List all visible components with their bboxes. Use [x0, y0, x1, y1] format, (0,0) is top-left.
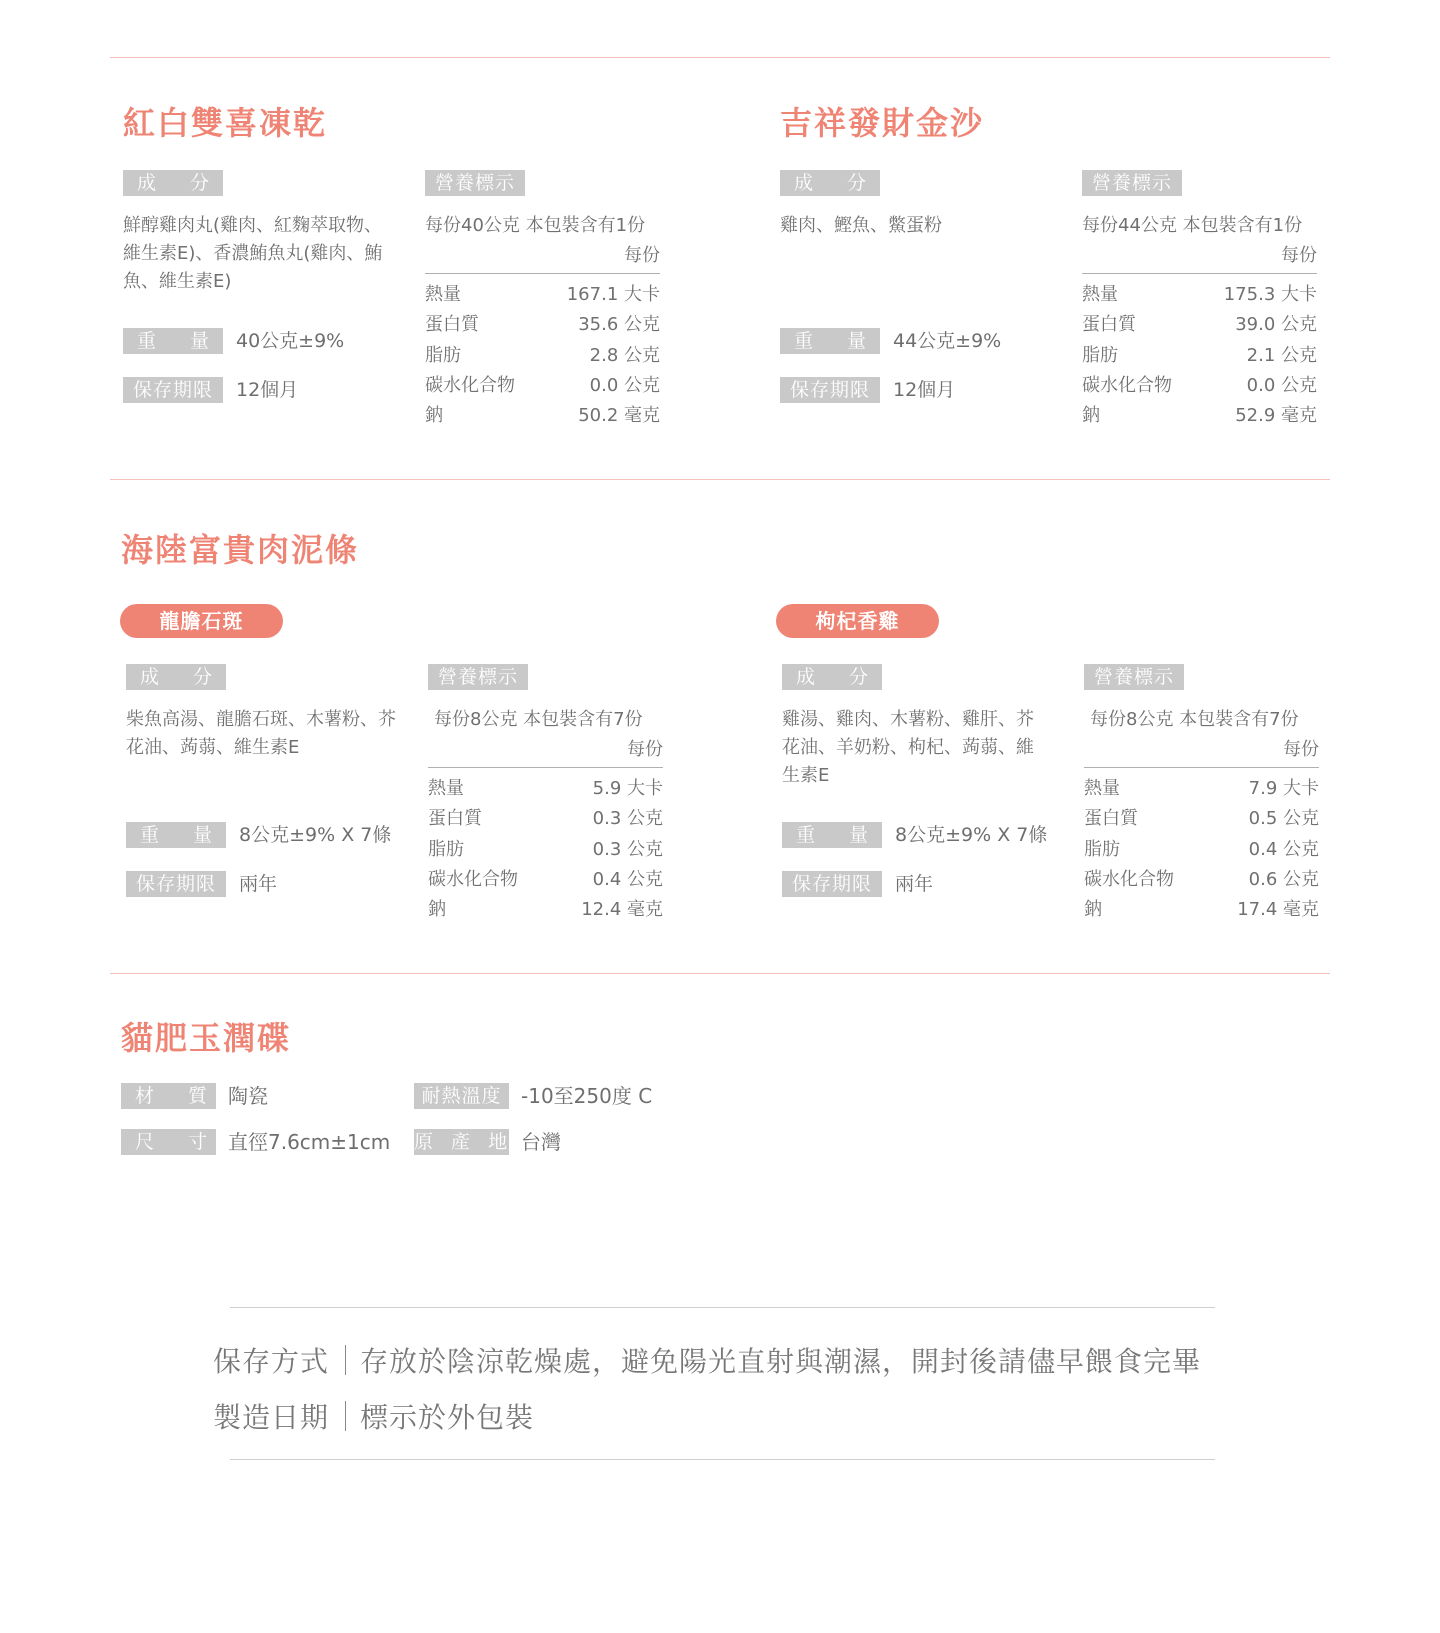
divider-mid [110, 479, 1330, 480]
nutrition-table [425, 211, 660, 431]
nutrient-value: 52.9 毫克 [1235, 405, 1317, 427]
nutrient-name: 熱量 [1084, 778, 1120, 799]
nutrient-name: 碳水化合物 [1084, 868, 1174, 890]
nutrition-table [428, 705, 663, 925]
nutrient-name: 蛋白質 [1084, 808, 1138, 830]
nutrition-row [1084, 895, 1319, 925]
nutrition-row [1082, 280, 1317, 310]
nutrient-name: 蛋白質 [425, 314, 479, 336]
nutrient-value: 175.3 大卡 [1223, 284, 1317, 305]
serving-info: 每份8公克 本包裝含有7份 [434, 709, 643, 730]
per-serving: 每份 [1082, 241, 1317, 274]
date-label: 製造日期 [213, 1401, 330, 1434]
nutrition-row [1084, 774, 1319, 804]
nutrition-row [425, 401, 660, 431]
nutrient-name: 碳水化合物 [428, 868, 518, 890]
nutrition-label: 營養標示 [425, 170, 525, 196]
nutrition-row [1082, 341, 1317, 371]
nutrition-row [425, 310, 660, 340]
nutrition-label: 營養標示 [1082, 170, 1182, 196]
nutrient-value: 2.1 公克 [1246, 344, 1317, 366]
shelf-life-value: 12個月 [893, 379, 956, 401]
nutrient-value: 0.6 公克 [1248, 868, 1319, 890]
weight-label: 重 量 [780, 328, 880, 354]
nutrient-value: 39.0 公克 [1235, 314, 1317, 336]
variant-pill-1: 龍膽石斑 [120, 604, 283, 638]
divider-lower [110, 973, 1330, 974]
per-serving: 每份 [428, 735, 663, 768]
storage-line [213, 1342, 1201, 1382]
per-serving: 每份 [425, 241, 660, 274]
nutrient-name: 鈉 [1082, 405, 1100, 427]
ingredients-text: 雞肉、鰹魚、鱉蛋粉 [780, 215, 942, 236]
nutrient-name: 碳水化合物 [1082, 374, 1172, 396]
weight-label: 重 量 [123, 328, 223, 354]
shelf-life-label: 保存期限 [780, 377, 880, 403]
weight-value: 8公克±9% X 7條 [895, 824, 1048, 846]
nutrient-value: 12.4 毫克 [581, 899, 663, 921]
weight-label: 重 量 [126, 822, 226, 848]
nutrient-value: 0.3 公克 [592, 808, 663, 830]
storage-label: 保存方式 [213, 1345, 330, 1378]
date-text: 標示於外包裝 [360, 1401, 535, 1434]
shelf-life-label: 保存期限 [782, 871, 882, 897]
separator [345, 1345, 346, 1375]
size-label: 尺 寸 [121, 1129, 216, 1155]
nutrient-value: 0.0 公克 [589, 374, 660, 396]
nutrient-name: 脂肪 [1082, 344, 1118, 366]
ingredients-label: 成 分 [123, 170, 223, 196]
nutrient-name: 脂肪 [1084, 838, 1120, 860]
section-title-sticks: 海陸富貴肉泥條 [121, 531, 360, 569]
nutrient-name: 鈉 [1084, 899, 1102, 921]
size-value: 直徑7.6cm±1cm [228, 1130, 391, 1154]
ingredients-text: 柴魚高湯、龍膽石斑、木薯粉、芥花油、蒟蒻、維生素E [126, 709, 396, 758]
nutrient-name: 脂肪 [428, 838, 464, 860]
serving-info: 每份40公克 本包裝含有1份 [425, 215, 646, 236]
material-value: 陶瓷 [228, 1084, 268, 1108]
shelf-life-value: 兩年 [239, 873, 278, 895]
nutrient-value: 0.5 公克 [1248, 808, 1319, 830]
nutrition-row [1084, 835, 1319, 865]
product-title-2: 吉祥發財金沙 [780, 104, 985, 142]
nutrient-value: 17.4 毫克 [1237, 899, 1319, 921]
ingredients-label: 成 分 [782, 664, 882, 690]
date-line [213, 1398, 534, 1438]
nutrition-row [1084, 804, 1319, 834]
origin-label: 原 產 地 [414, 1131, 514, 1153]
nutrition-row [425, 341, 660, 371]
nutrition-row [428, 804, 663, 834]
serving-info: 每份8公克 本包裝含有7份 [1090, 709, 1299, 730]
nutrition-row [1084, 865, 1319, 895]
nutrition-table [1082, 211, 1317, 431]
separator [345, 1401, 346, 1431]
origin-value: 台灣 [521, 1130, 561, 1154]
nutrient-value: 0.4 公克 [592, 868, 663, 890]
shelf-life-value: 12個月 [236, 379, 299, 401]
nutrition-row [1082, 371, 1317, 401]
nutrition-row [425, 280, 660, 310]
ingredients-text: 鮮醇雞肉丸(雞肉、紅麴萃取物、維生素E)、香濃鮪魚丸(雞肉、鮪魚、維生素E) [123, 215, 383, 292]
nutrition-row [428, 865, 663, 895]
nutrition-label: 營養標示 [1084, 664, 1184, 690]
nutrient-name: 熱量 [425, 284, 461, 305]
nutrition-row [425, 371, 660, 401]
nutrient-name: 熱量 [428, 778, 464, 799]
nutrition-row [428, 774, 663, 804]
per-serving: 每份 [1084, 735, 1319, 768]
ingredients-label: 成 分 [126, 664, 226, 690]
nutrient-value: 50.2 毫克 [578, 405, 660, 427]
nutrient-value: 0.0 公克 [1246, 374, 1317, 396]
shelf-life-label: 保存期限 [123, 377, 223, 403]
storage-text: 存放於陰涼乾燥處，避免陽光直射與潮濕，開封後請儘早餵食完畢 [360, 1345, 1202, 1378]
shelf-life-label: 保存期限 [126, 871, 226, 897]
heat-value: -10至250度 C [521, 1084, 653, 1108]
nutrient-name: 脂肪 [425, 344, 461, 366]
nutrient-name: 碳水化合物 [425, 374, 515, 396]
variant-pill-2: 枸杞香雞 [776, 604, 939, 638]
weight-value: 40公克±9% [236, 330, 345, 352]
footer-rule-top [230, 1307, 1215, 1308]
nutrient-value: 0.3 公克 [592, 838, 663, 860]
nutrition-row [428, 895, 663, 925]
ingredients-label: 成 分 [780, 170, 880, 196]
product-title-1: 紅白雙喜凍乾 [123, 104, 328, 142]
nutrient-name: 鈉 [428, 899, 446, 921]
nutrition-label: 營養標示 [428, 664, 528, 690]
ingredients-text: 雞湯、雞肉、木薯粉、雞肝、芥花油、羊奶粉、枸杞、蒟蒻、維生素E [782, 709, 1034, 786]
nutrient-value: 35.6 公克 [578, 314, 660, 336]
nutrient-value: 2.8 公克 [589, 344, 660, 366]
nutrient-value: 0.4 公克 [1248, 838, 1319, 860]
nutrient-name: 鈉 [425, 405, 443, 427]
weight-value: 8公克±9% X 7條 [239, 824, 392, 846]
weight-label: 重 量 [782, 822, 882, 848]
nutrition-row [1082, 401, 1317, 431]
nutrition-row [428, 835, 663, 865]
shelf-life-value: 兩年 [895, 873, 934, 895]
nutrient-name: 蛋白質 [428, 808, 482, 830]
nutrient-name: 熱量 [1082, 284, 1118, 305]
nutrient-value: 167.1 大卡 [566, 284, 660, 305]
divider-top [110, 57, 1330, 58]
nutrient-value: 5.9 大卡 [592, 778, 663, 799]
weight-value: 44公克±9% [893, 330, 1002, 352]
plate-title: 貓肥玉潤碟 [121, 1019, 292, 1057]
nutrition-table [1084, 705, 1319, 925]
footer-rule-bottom [230, 1459, 1215, 1460]
serving-info: 每份44公克 本包裝含有1份 [1082, 215, 1303, 236]
heat-label: 耐熱溫度 [414, 1083, 509, 1109]
nutrition-row [1082, 310, 1317, 340]
nutrient-value: 7.9 大卡 [1248, 778, 1319, 799]
material-label: 材 質 [121, 1083, 216, 1109]
nutrient-name: 蛋白質 [1082, 314, 1136, 336]
